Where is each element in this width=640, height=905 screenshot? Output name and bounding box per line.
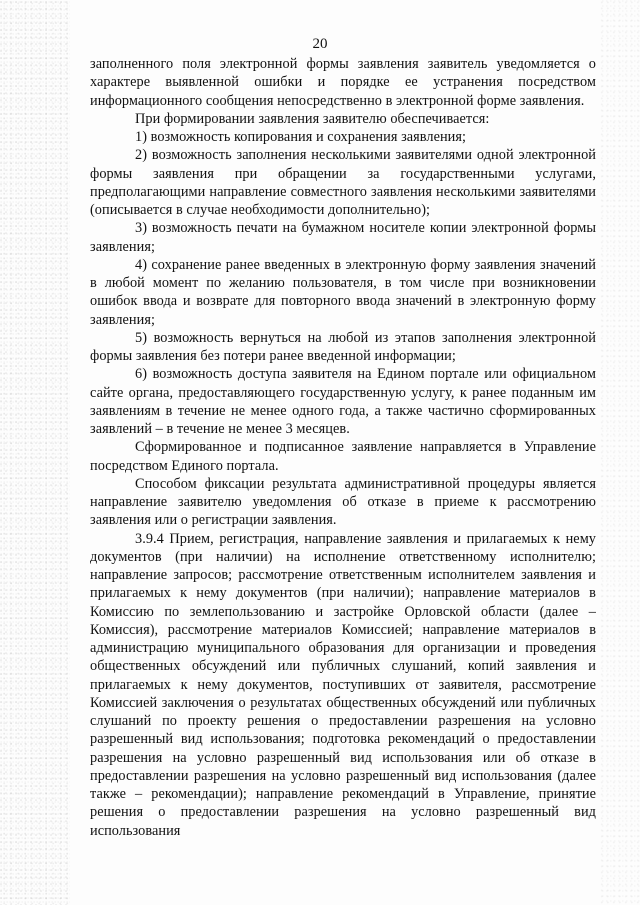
document-body xyxy=(90,55,596,840)
paragraph: Способом фиксации результата административной процедуры является направление заявителю уведомления об отказе в приеме к рассмотрению заявления или о регистрации заявления. xyxy=(90,475,596,529)
list-item: 6) возможность доступа заявителя на Едином портале или официальном сайте органа, предоставляющего государственную услугу, к ранее поданным им заявлениям в течение не менее одного года, а также частично сформированных заявлений – в течение не менее 3 месяцев. xyxy=(90,366,596,437)
paragraph: При формировании заявления заявителю обеспечивается: xyxy=(135,110,490,127)
scan-noise-right xyxy=(600,0,640,905)
scan-noise-left xyxy=(0,0,70,905)
list-item: 4) сохранение ранее введенных в электронную форму заявления значений в любой момент по желанию пользователя, в том числе при возникновении ошибок ввода и возврате для повторного ввода значений в электронную форму заявления; xyxy=(90,256,596,328)
paragraph: Сформированное и подписанное заявление направляется в Управление посредством Единого портала. xyxy=(90,439,596,474)
list-item: 3) возможность печати на бумажном носителе копии электронной формы заявления; xyxy=(90,220,596,255)
page-number: 20 xyxy=(312,36,328,52)
section-paragraph: 3.9.4 Прием, регистрация, направление заявления и прилагаемых к нему документов (при наличии) на исполнение ответственному исполнителю; направление запросов; рассмотрение ответственным исполнителем заявления и прилагаемых к нему документов (при наличии); направление материалов в Комиссию по землепользованию и застройке Орловской области (далее – Комиссия), рассмотрение материалов Комиссией; направление материалов в администрацию муниципального образования для организации и проведения общественных обсуждений или публичных слушаний, копий заявления и прилагаемых к нему документов, поступивших от заявителя, рассмотрение Комиссией заключения о результатах общественных обсуждений или публичных слушаний по проекту решения о предоставлении разрешения на условно разрешенный вид использования; подготовка рекомендаций о предоставлении разрешения на условно разрешенный вид использования или об отказе в предоставлении разрешения на условно разрешенный вид использования (далее также – рекомендации); направление рекомендаций в Управление, принятие решения о предоставлении разрешения на условно разрешенный вид использования xyxy=(90,530,596,839)
paragraph: заполненного поля электронной формы заявления заявитель уведомляется о характере выявленной ошибки и порядке ее устранения посредством информационного сообщения непосредственно в электронной форме заявления. xyxy=(90,56,596,109)
list-item: 2) возможность заполнения несколькими заявителями одной электронной формы заявления при обращении за государственными услугами, предполагающими направление совместного заявления несколькими заявителями (описывается в случае необходимости дополнительно); xyxy=(90,147,596,218)
list-item: 5) возможность вернуться на любой из этапов заполнения электронной формы заявления без потери ранее введенной информации; xyxy=(90,329,596,364)
list-item: 1) возможность копирования и сохранения заявления; xyxy=(135,129,467,145)
